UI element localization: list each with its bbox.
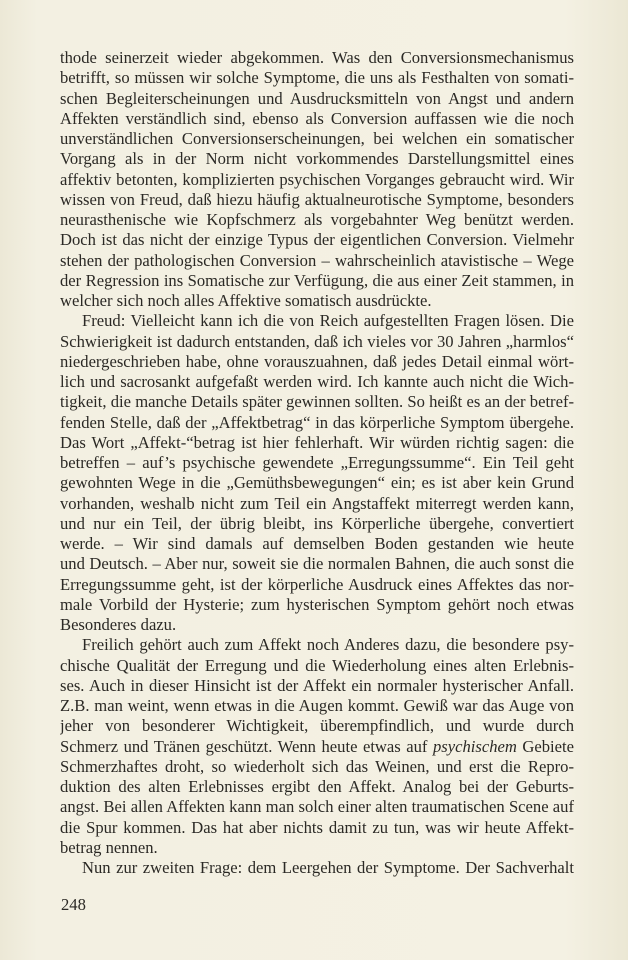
text-line: Nun zur zweiten Frage: dem Leergehen der Symptome. Der Sachverhalt xyxy=(82,858,574,877)
text-line: die Spur kommen. Das hat aber nichts damit zu tun, was wir heute Affekt- xyxy=(60,817,574,837)
text-line: gewohnten Wege in die „Gemüthsbewegungen“ ein; es ist aber kein Grund xyxy=(60,473,574,493)
text-line: Freud: Vielleicht kann ich die von Reich aufgestellten Fragen lösen. Die xyxy=(82,311,574,331)
text-line: jeher von besonderer Wichtigkeit, überempfindlich, und wurde durch xyxy=(60,716,574,736)
text-line: welcher sich noch alles Affektive somatisch ausdrückte. xyxy=(60,291,432,310)
text-line: Z.B. man weint, wenn etwas in die Augen kommt. Gewiß war das Auge von xyxy=(60,696,574,715)
paragraph xyxy=(60,48,574,311)
text-line: tigkeit, die manche Details später gewinnen sollten. So heißt es an der betref- xyxy=(60,392,574,412)
text-line: Das Wort „Affekt-“betrag ist hier fehlerhaft. Wir würden richtig sagen: die xyxy=(60,432,574,452)
text-line: niedergeschrieben habe, ohne vorauszuahnen, daß jedes Detail einmal wört- xyxy=(60,351,574,371)
paragraph xyxy=(60,858,574,878)
text-line: Doch ist das nicht der einzige Typus der eigentlichen Conversion. Vielmehr xyxy=(60,230,574,250)
text-span: Schmerz und Tränen geschützt. Wenn heute etwas auf xyxy=(60,736,433,756)
text-line: stehen der pathologischen Conversion – wahrscheinlich atavistische – Wege xyxy=(60,250,574,270)
text-line: betrag nennen. xyxy=(60,837,158,857)
text-line: Affekten verständlich sind, ebenso als Conversion auffassen wie die noch xyxy=(60,108,574,128)
text-line: Schmerzhaftes droht, so wiederholt sich das Weinen, und erst die Repro- xyxy=(60,756,574,776)
paragraph xyxy=(60,311,574,635)
text-line: der Regression ins Somatische zur Verfügung, die aus einer Zeit stammen, in xyxy=(60,270,574,290)
page-number: 248 xyxy=(61,895,86,914)
text-line: und Deutsch. – Aber nur, soweit sie die normalen Bahnen, die auch sonst die xyxy=(60,554,574,574)
text-line: werde. – Wir sind damals auf demselben Boden gestanden wie heute xyxy=(60,534,574,553)
body-text xyxy=(60,48,574,878)
text-line: Erregungssumme geht, ist der körperliche Ausdruck eines Affektes das nor- xyxy=(60,574,574,594)
text-line: unverständlichen Conversionserscheinungen, bei welchen ein somatischer xyxy=(60,129,574,148)
text-line: vorhanden, weshalb nicht zum Teil ein Angstaffekt miterregt werden kann, xyxy=(60,493,574,513)
text-line: Besonderes dazu. xyxy=(60,615,177,634)
text-line: ses. Auch in dieser Hinsicht ist der Affekt ein normaler hysterischer Anfall. xyxy=(60,675,574,695)
text-line: duktion des alten Erlebnisses ergibt den Affekt. Analog bei der Geburts- xyxy=(60,777,574,796)
text-line: betreffen – auf’s psychische gewendete „Erregungssumme“. Ein Teil geht xyxy=(60,453,574,472)
text-line: Freilich gehört auch zum Affekt noch Anderes dazu, die besondere psy- xyxy=(82,635,574,655)
text-line: chische Qualität der Erregung und die Wiederholung eines alten Erlebnis- xyxy=(60,655,574,675)
text-line: und nur ein Teil, der übrig bleibt, ins Körperliche übergehe, convertiert xyxy=(60,513,574,533)
italic-text: psychischem xyxy=(432,736,517,756)
text-line: affektiv betonten, komplizierten psychischen Vorganges gebraucht wird. Wir xyxy=(60,169,574,189)
text-line: lich und sacrosankt aufgefaßt werden wird. Ich kannte auch nicht die Wich- xyxy=(60,372,574,391)
text-line: thode seinerzeit wieder abgekommen. Was den Conversionsmechanismus xyxy=(60,48,574,67)
text-line: schen Begleiterscheinungen und Ausdrucksmitteln von Angst und andern xyxy=(60,88,574,108)
paragraph xyxy=(60,635,574,858)
text-line: wissen von Freud, daß hiezu häufig aktualneurotische Symptome, besonders xyxy=(60,189,574,209)
text-line: male Vorbild der Hysterie; zum hysterischen Symptom gehört noch etwas xyxy=(60,594,574,614)
text-line: fenden Stelle, daß der „Affektbetrag“ in das körperliche Symptom übergehe. xyxy=(60,412,574,432)
text-span: Gebiete xyxy=(516,736,574,756)
text-line: neurasthenische wie Kopfschmerz als vorgebahnter Weg benützt werden. xyxy=(60,210,574,229)
text-line: angst. Bei allen Affekten kann man solch einer alten traumatischen Scene auf xyxy=(60,797,574,817)
text-line xyxy=(60,737,574,757)
text-line: Vorgang als in der Norm nicht vorkommendes Darstellungsmittel eines xyxy=(60,149,574,169)
text-line: Schwierigkeit ist dadurch entstanden, daß ich vieles vor 30 Jahren „harmlos“ xyxy=(60,331,574,351)
text-line: betrifft, so müssen wir solche Symptome, die uns als Festhalten von somati- xyxy=(60,68,574,88)
